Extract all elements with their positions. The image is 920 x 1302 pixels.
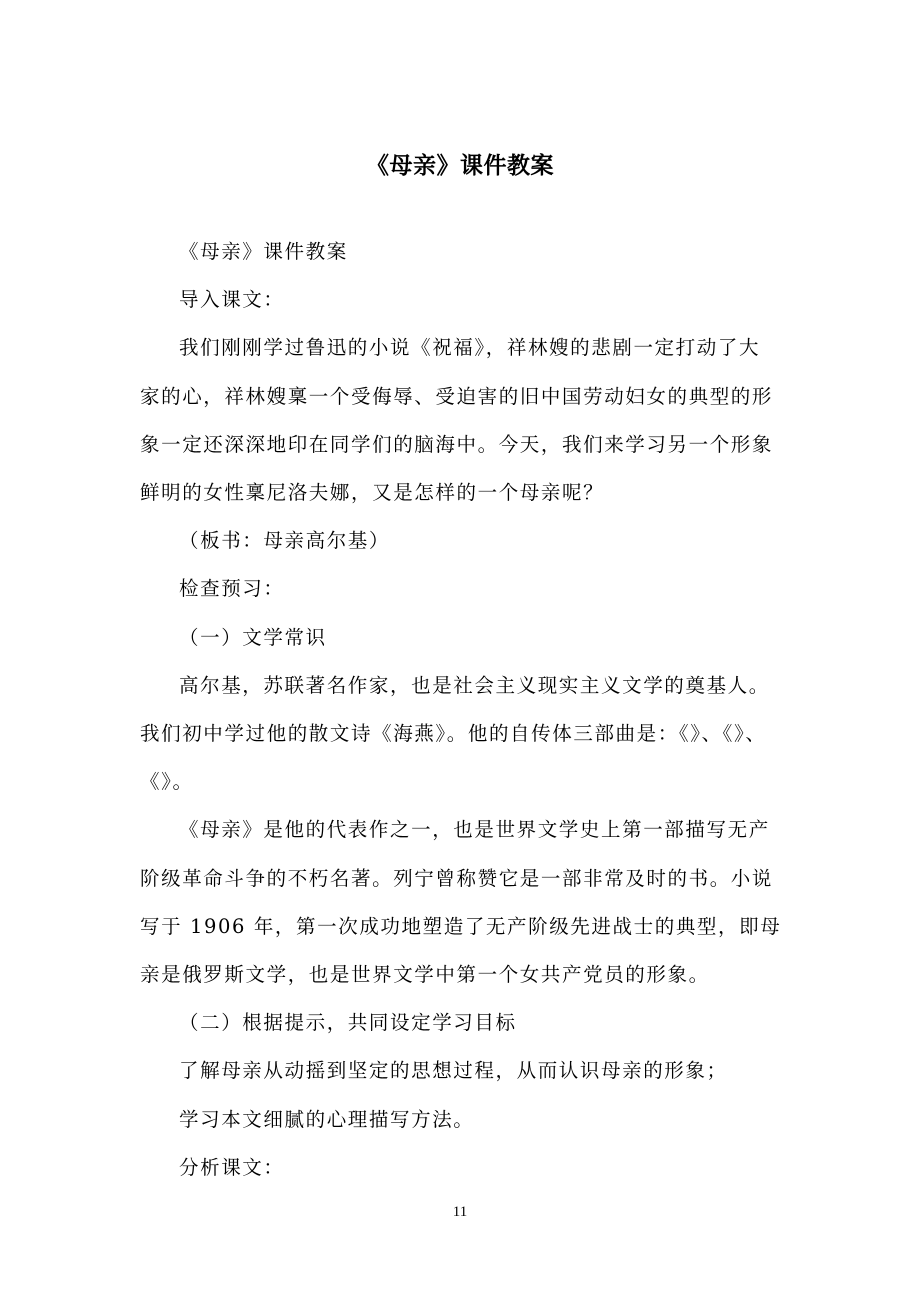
document-body (140, 228, 782, 1192)
paragraph-section-two (140, 999, 782, 1047)
paragraph-intro-text (140, 324, 782, 517)
paragraph-line: 阶级革命斗争的不朽名著。列宁曾称赞它是一部非常及时的书。小说 (140, 866, 774, 890)
page-number: 11 (452, 1204, 468, 1220)
paragraph-line: （二）根据提示，共同设定学习目标 (179, 1011, 517, 1035)
paragraph-line: 写于 1906 年，第一次成功地塑造了无产阶级先进战士的典型，即母 (140, 914, 782, 938)
paragraph-gorky (140, 662, 782, 807)
paragraph-line: 高尔基，苏联著名作家，也是社会主义现实主义文学的奠基人。 (179, 673, 770, 697)
paragraph-goal-one (140, 1047, 782, 1095)
paragraph-section-one (140, 614, 782, 662)
paragraph-mother-work (140, 806, 782, 999)
paragraph-board-note (140, 517, 782, 565)
paragraph-line: 象一定还深深地印在同学们的脑海中。今天，我们来学习另一个形象 (140, 432, 774, 456)
paragraph-line: 我们刚刚学过鲁迅的小说《祝福》，祥林嫂的悲剧一定打动了大 (179, 336, 761, 360)
paragraph-line: 家的心，祥林嫂稟一个受侮辱、受迫害的旧中国劳动妇女的典型的形 (140, 384, 774, 408)
paragraph-line: 《母亲》课件教案 (179, 240, 348, 263)
paragraph-line: 我们初中学过他的散文诗《海燕》。他的自传体三部曲是：《》、《》、 (140, 722, 767, 746)
paragraph-preview-label (140, 565, 782, 613)
paragraph-line: 了解母亲从动摇到坚定的思想过程，从而认识母亲的形象； (179, 1059, 728, 1083)
paragraph-line: 检查预习： (179, 577, 285, 601)
paragraph-line: （板书：母亲高尔基） (179, 529, 391, 553)
paragraph-line: 学习本文细腻的心理描写方法。 (179, 1107, 475, 1131)
paragraph-heading-repeat (140, 228, 782, 276)
paragraph-line: （一）文学常识 (179, 625, 327, 649)
paragraph-intro-label (140, 276, 782, 324)
paragraph-line: 导入课文： (179, 288, 285, 312)
paragraph-line: 鲜明的女性稟尼洛夫娜，又是怎样的一个母亲呢？ (140, 481, 605, 505)
paragraph-line: 《》。 (140, 770, 194, 794)
paragraph-line: 分析课文： (179, 1155, 285, 1179)
paragraph-line: 亲是俄罗斯文学，也是世界文学中第一个女共产党员的形象。 (140, 963, 710, 987)
paragraph-analysis-label (140, 1144, 782, 1192)
paragraph-goal-two (140, 1096, 782, 1144)
document-title: 《母亲》课件教案 (366, 153, 554, 179)
paragraph-line: 《母亲》是他的代表作之一，也是世界文学史上第一部描写无产 (179, 818, 770, 842)
